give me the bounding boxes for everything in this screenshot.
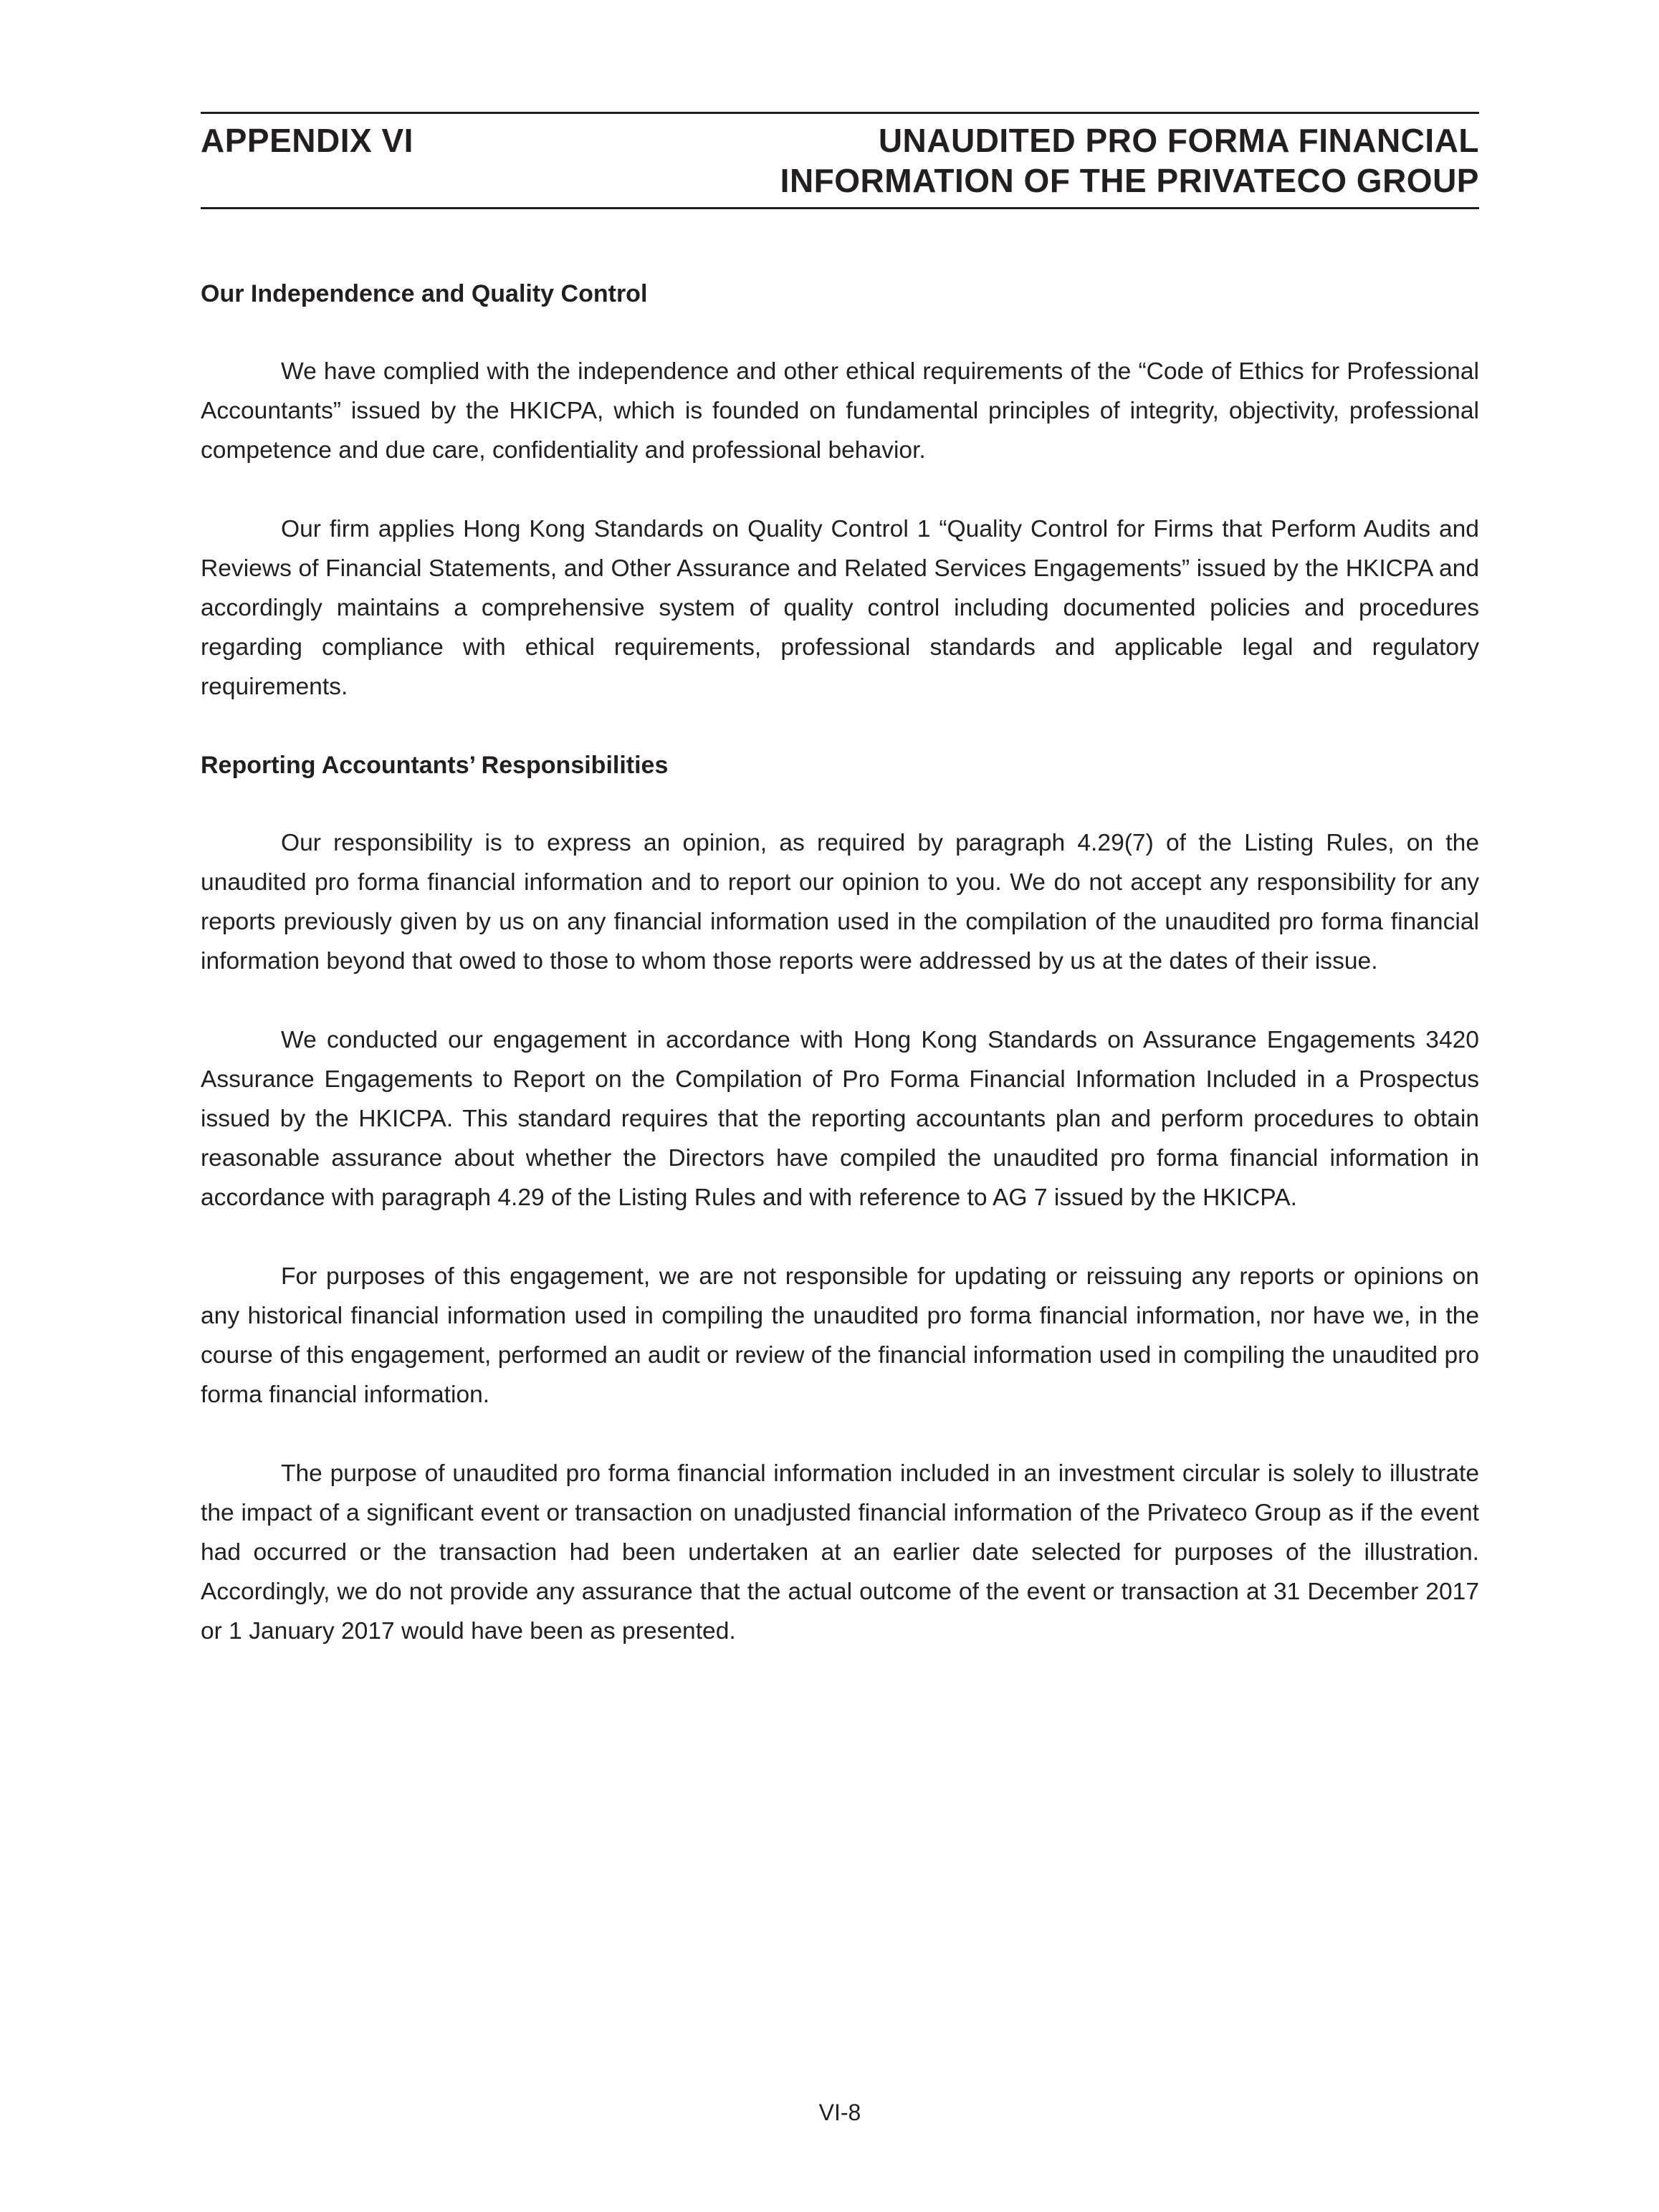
appendix-title-line-2: INFORMATION OF THE PRIVATECO GROUP: [780, 162, 1479, 199]
paragraph: Our responsibility is to express an opinion, as required by paragraph 4.29(7) of the Listing Rules, on the unaudited pro forma financial information and to report our opinion to you. We do not accept any responsibility for any reports previously given by us on any financial information used in the compilation of the unaudited pro forma financial information beyond that owed to those to whom those reports were addressed by us at the dates of their issue.: [201, 830, 1479, 975]
paragraph: We conducted our engagement in accordance with Hong Kong Standards on Assurance Engagements 3420 Assurance Engagements to Report on the Compilation of Pro Forma Financial Information Included in a Prospectus issued by the HKICPA. This standard requires that the reporting accountants plan and perform procedures to obtain reasonable assurance about whether the Directors have compiled the unaudited pro forma financial information in accordance with paragraph 4.29 of the Listing Rules and with reference to AG 7 issued by the HKICPA.: [201, 1027, 1479, 1211]
appendix-title: [780, 120, 1479, 201]
header-top-rule: [201, 112, 1479, 114]
header-bottom-rule: [201, 207, 1479, 209]
page-body: [201, 274, 1479, 1690]
paragraph: The purpose of unaudited pro forma financial information included in an investment circular is solely to illustrate the impact of a significant event or transaction on unadjusted financial information of the Privateco Group as if the event had occurred or the transaction had been undertaken at an earlier date selected for purposes of the illustration. Accordingly, we do not provide any assurance that the actual outcome of the event or transaction at 31 December 2017 or 1 January 2017 would have been as presented.: [201, 1460, 1479, 1644]
page-header: [201, 120, 1479, 201]
paragraph: We have complied with the independence and other ethical requirements of the “Code of Ethics for Professional Accountants” issued by the HKICPA, which is founded on fundamental principles of integrity, objectivity, professional competence and due care, confidentiality and professional behavior.: [201, 358, 1479, 464]
appendix-label: APPENDIX VI: [201, 122, 413, 159]
section-reporting-accountants-responsibilities: [201, 746, 1479, 1651]
paragraph: Our firm applies Hong Kong Standards on Quality Control 1 “Quality Control for Firms that Perform Audits and Reviews of Financial Statements, and Other Assurance and Related Services Engagements” issued by the HKICPA and accordingly maintains a comprehensive system of quality control including documented policies and procedures regarding compliance with ethical requirements, professional standards and applicable legal and regulatory requirements.: [201, 516, 1479, 700]
section-heading: Reporting Accountants’ Responsibilities: [201, 752, 669, 779]
section-heading: Our Independence and Quality Control: [201, 280, 648, 307]
page-number: VI-8: [818, 2100, 861, 2125]
document-page: [201, 0, 1479, 2212]
appendix-title-line-1: UNAUDITED PRO FORMA FINANCIAL: [878, 122, 1479, 159]
paragraph: For purposes of this engagement, we are not responsible for updating or reissuing any reports or opinions on any historical financial information used in compiling the unaudited pro forma financial information, nor have we, in the course of this engagement, performed an audit or review of the financial information used in compiling the unaudited pro forma financial information.: [201, 1263, 1479, 1408]
section-independence-quality-control: [201, 274, 1479, 707]
